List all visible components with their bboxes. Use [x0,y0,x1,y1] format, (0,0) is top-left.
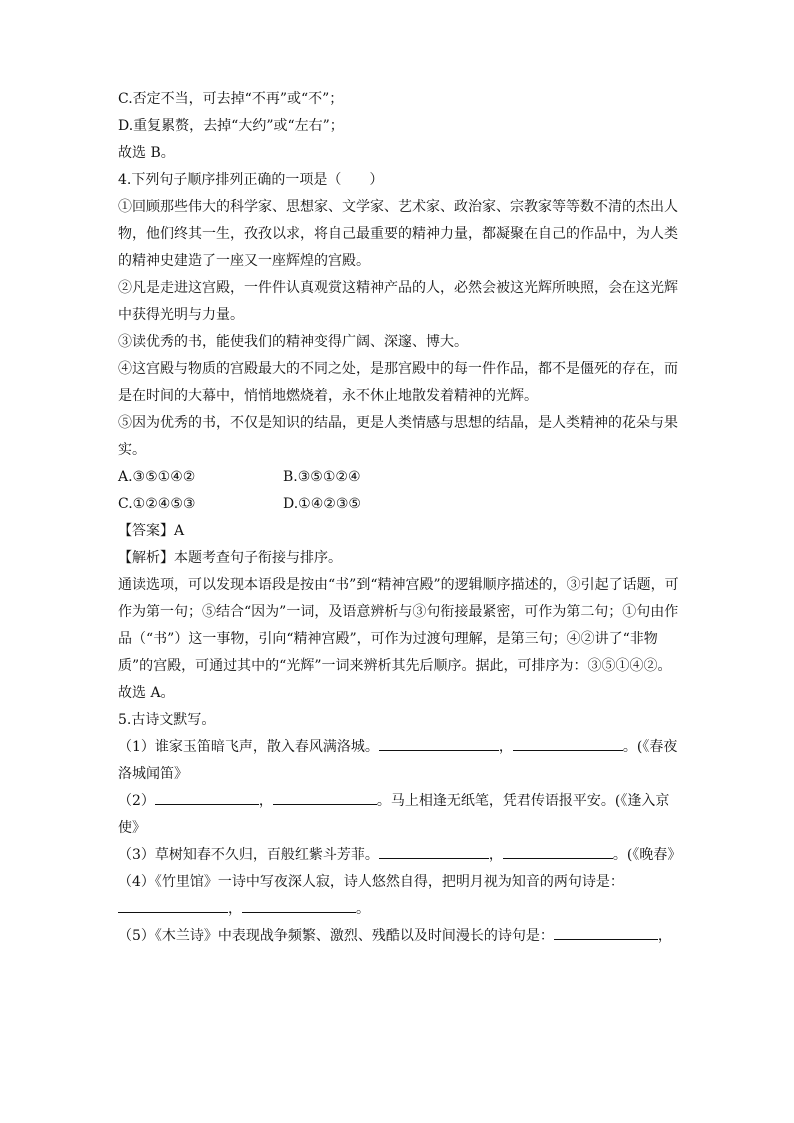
option-b: B.③⑤①②④ [283,469,361,485]
answer-blank[interactable] [155,790,259,805]
answer-blank[interactable] [273,790,377,805]
option-c: C.①②④⑤③ [118,496,196,512]
analysis-end: 故选 A。 [118,685,175,701]
poem-item-5: （5）《木兰诗》中表现战争频繁、激烈、残酷以及时间漫长的诗句是： ， [118,923,683,950]
question-4-stem: 4.下列句子顺序排列正确的一项是（ ） [118,172,384,188]
answer-blank[interactable] [118,898,228,913]
analysis-heading: 【解析】本题考查句子衔接与排序。 [118,550,342,566]
text-line: D.重复累赘，去掉“大约”或“左右”； [118,118,344,134]
sentence-4: ④这宫殿与物质的宫殿最大的不同之处，是那宫殿中的每一件作品，都不是僵死的存在，而是在时间的大幕中，悄悄地燃烧着，永不休止地散发着精神的光辉。 [118,361,678,404]
poem-item-1: （1）谁家玉笛暗飞声，散入春风满洛城。 ， 。(《春夜洛城闻笛》 [118,734,683,788]
poem-item-4: （4）《竹里馆》一诗中写夜深人寂，诗人悠然自得，把明月视为知音的两句诗是：， 。 [118,874,624,917]
answer-blank[interactable] [513,736,623,751]
options-row-2 [118,491,683,518]
answer-blank[interactable] [554,925,658,940]
sentence-1: ①回顾那些伟大的科学家、思想家、文学家、艺术家、政治家、宗教家等等数不清的杰出人物，他们终其一生，孜孜以求，将自己最重要的精神力量，都凝聚在自己的作品中，为人类的精神史建造了一座又一座辉煌的宫殿。 [118,199,678,269]
document-page [118,86,683,950]
poem-item-2: （2） ， 。马上相逢无纸笔，凭君传语报平安。(《逢入京使》 [118,788,683,842]
answer-blank[interactable] [379,844,489,859]
text-line: 故选 B。 [118,145,175,161]
analysis-body: 通读选项，可以发现本语段是按由“书”到“精神宫殿”的逻辑顺序描述的，③引起了话题，可作为第一句；⑤结合“因为”一词，及语意辨析与③句衔接最紧密，可作为第二句；①句由作品（“书”）这一事物，引向“精神宫殿”，可作为过渡句理解，是第三句；④②讲了“非物质”的宫殿，可通过其中的“光辉”一词来辨析其先后顺序。据此，可排序为：③⑤①④②。 [118,577,679,674]
sentence-5: ⑤因为优秀的书，不仅是知识的结晶，更是人类情感与思想的结晶，是人类精神的花朵与果实。 [118,415,678,458]
question-5-stem: 5.古诗文默写。 [118,712,216,728]
option-a: A.③⑤①④② [118,469,196,485]
option-d: D.①④②③⑤ [283,496,361,512]
sentence-2: ②凡是走进这宫殿，一件件认真观赏这精神产品的人，必然会被这光辉所映照，会在这光辉中获得光明与力量。 [118,280,678,323]
text-line: C.否定不当，可去掉“不再”或“不”； [118,91,344,107]
options-row-1 [118,464,683,491]
answer: 【答案】A [118,523,185,539]
answer-blank[interactable] [242,898,356,913]
answer-blank[interactable] [503,844,613,859]
poem-item-3: （3）草树知春不久归，百般红紫斗芳菲。 ， 。(《晚春》 [118,842,683,869]
sentence-3: ③读优秀的书，能使我们的精神变得广阔、深邃、博大。 [118,334,468,350]
answer-blank[interactable] [379,736,499,751]
